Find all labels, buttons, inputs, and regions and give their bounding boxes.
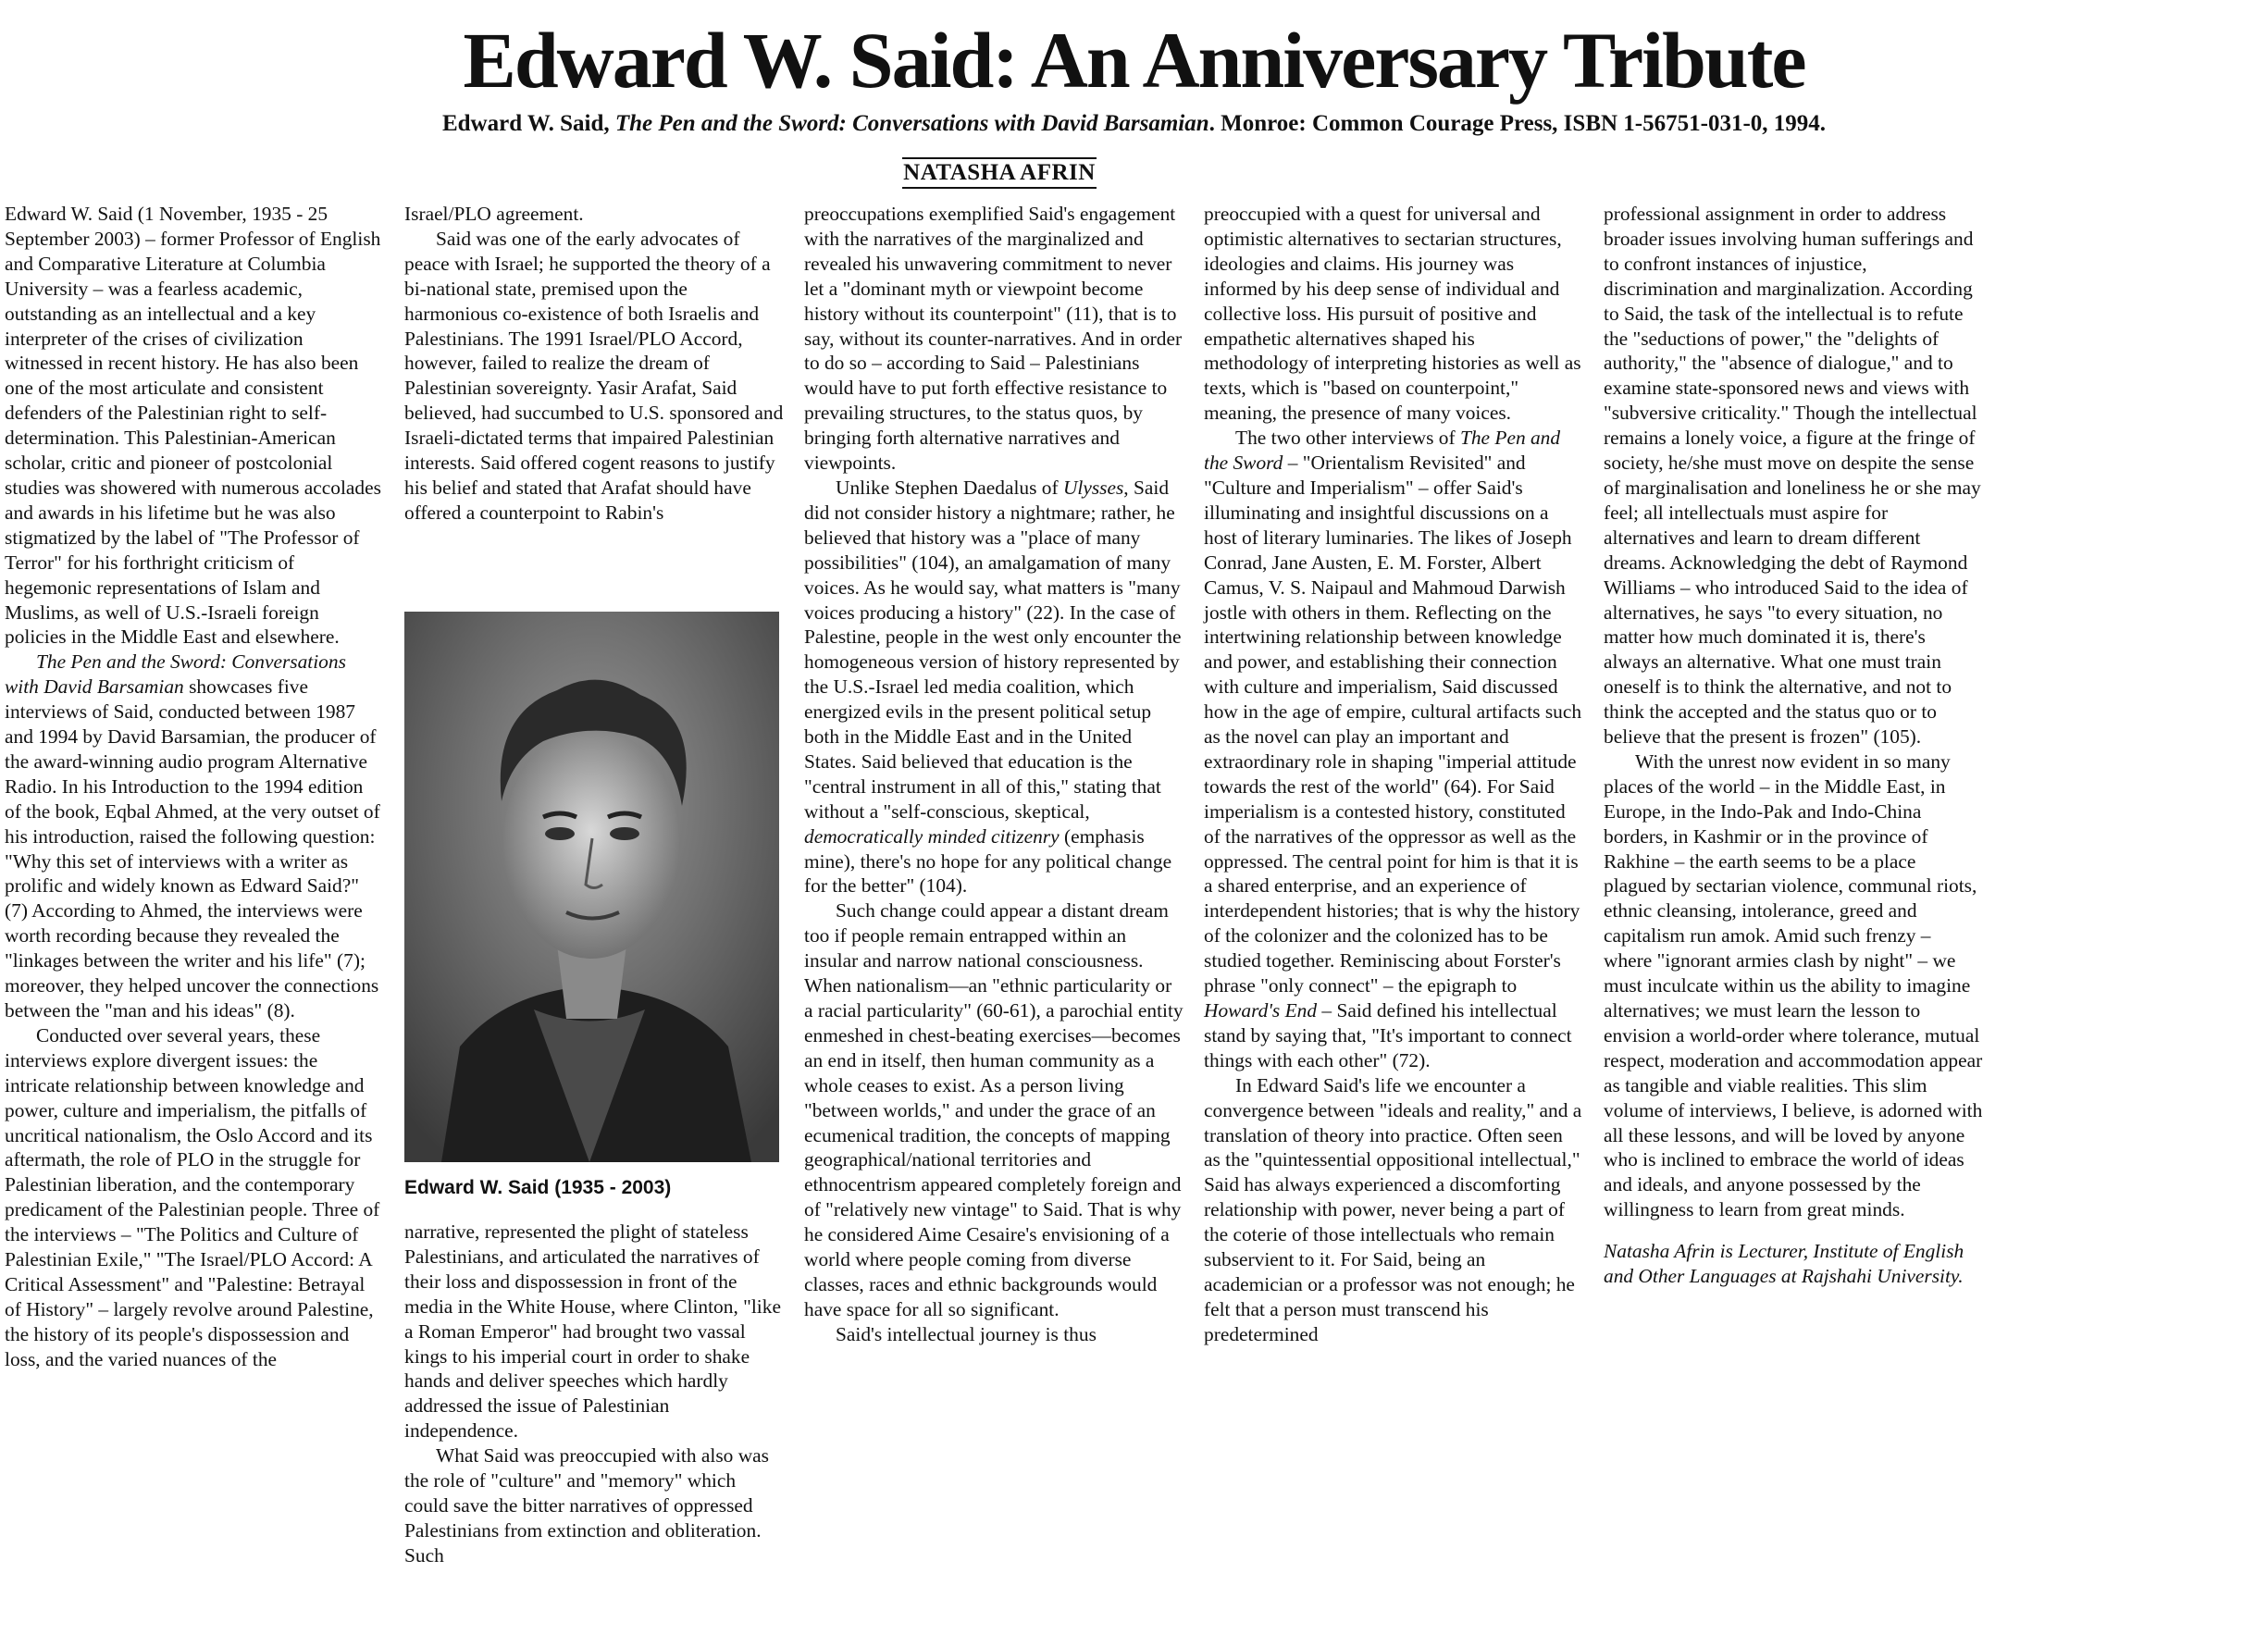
emphasis: democratically minded citizenry [804,824,1060,848]
column-2-top [404,202,784,600]
photo-caption: Edward W. Said (1935 - 2003) [404,1177,672,1198]
paragraph: Israel/PLO agreement. [404,203,584,225]
paragraph-text: (emphasis mine), there's no hope for any political change for the better" (104). [804,824,1172,898]
paragraph: professional assignment in order to address broader issues involving human sufferings and to confront instances of injustice, discrimination and marginalization. According to Said, the task of the intellectual is to refute the "seductions of power," the "delights of authority," the "absence of dialogue," and to examine state-sponsored news and views with "subversive criticality." Though the intellectual remains a lonely voice, a figure at the fringe of society, he/she must move on despite the sense of marginalisation and loneliness he or she may feel; all intellectuals must aspire for alternatives and learn to dream different dreams. Acknowledging the debt of Raymond Williams – who introduced Said to the idea of alternatives, he says "to every situation, no matter how much dominated it is, there's always an alternative. What one must train oneself is to think the alternative, and not to think the accepted and the status quo or to believe that the present is frozen" (105). [1604,203,1981,749]
paragraph: Conducted over several years, these interviews explore divergent issues: the intricate relationship between knowledge and power, culture and imperialism, the pitfalls of uncritical nationalism, the Oslo Accord and its aftermath, the role of PLO in the struggle for Palestinian liberation, and the contemporary predicament of the Palestinian people. Three of the interviews – "The Politics and Culture of Palestinian Exile," "The Israel/PLO Accord: A Critical Assessment" and "Palestine: Betrayal of History" – largely revolve around Palestine, the history of its people's dispossession and loss, and the varied nuances of the [5,1023,380,1370]
paragraph-text: – Said defined his intellectual stand by saying that, "It's important to connect things with each other" (72). [1204,999,1572,1071]
paragraph: preoccupied with a quest for universal and optimistic alternatives to sectarian structures, ideologies and claims. His journey was informed by his deep sense of individual and collective loss. His pursuit of positive and empathetic alternatives shaped his methodology of interpreting histories as well as texts, which is "based on counterpoint," meaning, the presence of many voices. [1204,203,1581,425]
paragraph-text: , Said did not consider history a nightmare; rather, he believed that history was a "place of many possibilities" (104), an amalgamation of many voices. As he would say, what matters is "many voices producing a history" (22). In the case of Palestine, people in the west only encounter the homogeneous version of history represented by the U.S.-Israel led media coalition, which energized evils in the present political setup both in the Middle East and in the United States. Said believed that education is the "central instrument in all of this," stating that without a "self-conscious, skeptical, [804,476,1182,823]
paragraph: With the unrest now evident in so many places of the world – in the Middle East, in Europe, in the Indo-Pak and Indo-China borders, in Kashmir or in the province of Rakhine – the earth seems to be a place plagued by sectarian violence, communal riots, ethnic cleansing, intolerance, greed and capitalism run amok. Amid such frenzy – where "ignorant armies clash by night" – we must inculcate within us the ability to imagine alternatives; we must learn the lesson to envision a world-order where tolerance, mutual respect, moderation and accommodation appear as tangible and viable realities. This slim volume of interviews, I believe, is adorned with all these lessons, and will be loved by anyone who is inclined to embrace the world of ideas and ideals, and anyone possessed by the willingness to learn from great minds. [1604,749,1983,1221]
paragraph-text: – "Orientalism Revisited" and "Culture and Imperialism" – offer Said's illuminating and insightful discussions on a host of literary luminaries. The likes of Joseph Conrad, Jane Austen, E. M. Forster, Albert Camus, V. S. Naipaul and Mahmoud Darwish jostle with others in them. Reflecting on the intertwining relationship between knowledge and power, and establishing their connection with culture and imperialism, Said discussed how in the age of empire, cultural artifacts such as the novel can play an important and extraordinary role in shaping "imperial attitude towards the rest of the world" (64). For Said imperialism is a contested history, constituted of the narratives of the oppressor as well as the oppressed. The central point for him is that it is a shared enterprise, and an experience of interdependent histories; that is why the history of the colonizer and the colonized has to be studied together. Reminiscing about Forster's phrase "only connect" – the epigraph to [1204,452,1582,997]
paragraph-text: Unlike Stephen Daedalus of [836,476,1063,499]
paragraph [804,476,1184,898]
column-5 [1604,202,1983,1608]
column-1 [5,202,384,1608]
paragraph: What Said was preoccupied with also was the role of "culture" and "memory" which could save the bitter narratives of oppressed Palestinians from extinction and obliteration. Such [404,1444,769,1567]
paragraph: Said's intellectual journey is thus [836,1322,1097,1345]
book-citation [0,108,2268,140]
citation-title: The Pen and the Sword: Conversations with David Barsamian [614,111,1209,136]
paragraph [5,650,384,1023]
byline: NATASHA AFRIN [902,157,1097,189]
emphasis: Ulysses [1062,476,1124,499]
paragraph: Such change could appear a distant dream too if people remain entrapped within an insular and narrow national consciousness. When nationalism—an "ethnic particularity or a racial particularity" (60-61), a parochial entity enmeshed in chest-beating exercises—becomes an end in itself, then human community as a whole ceases to exist. As a person living "between worlds," and under the grace of an ecumenical tradition, the concepts of mapping geographical/national territories and ethnocentrism appeared completely foreign and of "relatively new vintage" to Said. That is why he considered Aime Cesaire's envisioning of a world where people coming from diverse classes, races and ethnic backgrounds would have space for all so significant. [804,899,1184,1320]
paragraph-text: The two other interviews of [1235,427,1460,450]
emphasis: Howard's End [1204,999,1318,1022]
headline: Edward W. Said: An Anniversary Tribute [463,16,1805,105]
book-title: The Pen and the Sword: Conversations with David Barsamian [5,650,346,699]
paragraph [1204,426,1583,1073]
column-3 [804,202,1184,1608]
paragraph-text: showcases five interviews of Said, conducted between 1987 and 1994 by David Barsamian, the producer of the award-winning audio program Alternative Radio. In his Introduction to the 1994 edition of the book, Eqbal Ahmed, at the very outset of his introduction, raised the following question: "Why this set of interviews with a writer as prolific and widely known as Edward Said?" (7) According to Ahmed, the interviews were worth recording because they revealed the "linkages between the writer and his life" (7); moreover, they helped uncover the connections between the "man and his ideas" (8). [5,675,380,1022]
paragraph: narrative, represented the plight of stateless Palestinians, and articulated the narratives of their loss and dispossession in front of the media in the White House, where Clinton, "like a Roman Emperor" had brought two vassal kings to his imperial court in order to shake hands and deliver speeches which hardly addressed the issue of Palestinian independence. [404,1220,781,1443]
author-photo [404,612,779,1162]
paragraph: In Edward Said's life we encounter a convergence between "ideals and reality," and a translation of theory into practice. Often seen as the "quintessential oppositional intellectual," Said has always experienced a discomforting relationship with power, never being a part of the coterie of those intellectuals who remain subservient to it. For Said, being an academician or a professor was not enough; he felt that a person must transcend his predetermined [1204,1073,1582,1345]
column-4 [1204,202,1583,1608]
emphasis: The Pen and the Sword [1204,427,1561,475]
paragraph: Edward W. Said (1 November, 1935 - 25 September 2003) – former Professor of English and Comparative Literature at Columbia University – was a fearless academic, outstanding as an intellectual and a key interpreter of the crises of civilization witnessed in recent history. He has also been one of the most articulate and consistent defenders of the Palestinian right to self-determination. This Palestinian-American scholar, critic and pioneer of postcolonial studies was showered with numerous accolades and awards in his lifetime but he was also stigmatized by the label of "The Professor of Terror" for his forthright criticism of hegemonic representations of Islam and Muslims, as well of U.S.-Israeli foreign policies in the Middle East and elsewhere. [5,203,381,649]
author-note: Natasha Afrin is Lecturer, Institute of English and Other Languages at Rajshahi University. [1604,1240,1964,1288]
paragraph: Said was one of the early advocates of peace with Israel; he supported the theory of a bi-national state, premised upon the harmonious co-existence of both Israelis and Palestinians. The 1991 Israel/PLO Accord, however, failed to realize the dream of Palestinian sovereignty. Yasir Arafat, Said believed, had succumbed to U.S. sponsored and Israeli-dictated terms that impaired Palestinian interests. Said offered cogent reasons to justify his belief and stated that Arafat should have offered a counterpoint to Rabin's [404,227,784,524]
citation-publisher: . Monroe: Common Courage Press, ISBN 1-56751-031-0, 1994. [1208,111,1827,136]
portrait-image [404,612,779,1162]
column-2-bottom [404,1220,784,1608]
citation-author: Edward W. Said, [441,111,615,136]
paragraph: preoccupations exemplified Said's engagement with the narratives of the marginalized and revealed his unwavering commitment to never let a "dominant myth or viewpoint become history without its counterpoint" (11), that is to say, without its counter-narratives. And in order to do so – according to Said – Palestinians would have to put forth effective resistance to prevailing structures, to the status quos, by bringing forth alternative narratives and viewpoints. [804,203,1183,475]
